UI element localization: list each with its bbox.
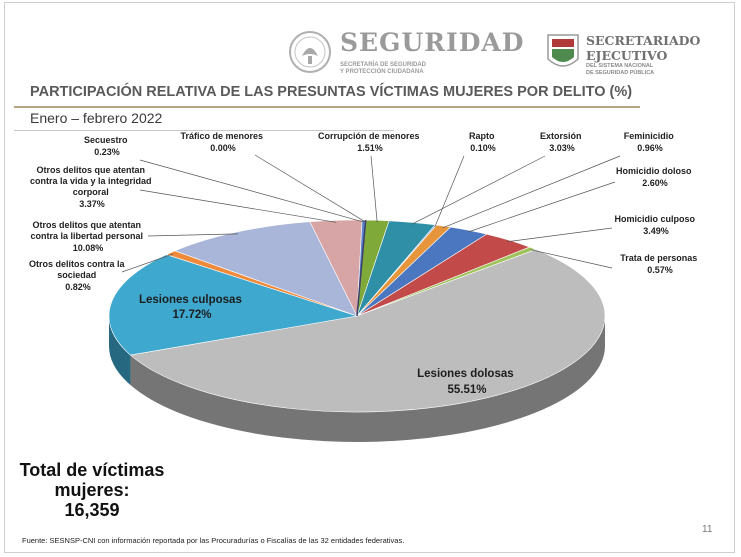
label-vida [30, 165, 154, 209]
label-homicidio-culposo-pct: 3.49% [643, 226, 669, 236]
label-corrupcion [318, 131, 422, 153]
label-trata-name: Trata de personas [620, 253, 698, 263]
label-corrupcion-pct: 1.51% [357, 143, 383, 153]
label-culposas-pct: 17.72% [172, 309, 212, 321]
label-homicidio-doloso-name: Homicidio doloso [615, 166, 692, 176]
secretariado-subtext: DEL SISTEMA NACIONAL DE SEGURIDAD PÚBLICA [586, 63, 655, 76]
label-extorsion [540, 131, 584, 153]
label-extorsion-pct: 3.03% [549, 143, 575, 153]
secretariado-title: SECRETARIADO EJECUTIVO [586, 33, 701, 63]
label-trata [620, 253, 700, 275]
leader-line-rapto [435, 156, 464, 227]
label-vida-line3: corporal [72, 187, 109, 197]
label-libertad-line2: contra la libertad personal [30, 231, 144, 241]
total-label: Total de víctimas mujeres: [19, 460, 165, 500]
total-victims [12, 460, 172, 520]
label-sociedad [29, 259, 127, 292]
seguridad-wordmark: SEGURIDAD [340, 28, 525, 57]
label-feminicidio [624, 131, 677, 153]
seguridad-subtext: SECRETARÍA DE SEGURIDAD Y PROTECCIÓN CIUDADANA [340, 62, 427, 75]
label-sociedad-line1: Otros delitos contra la [28, 259, 125, 269]
label-trafico-name: Tráfico de menores [180, 131, 264, 141]
label-trafico-pct: 0.00% [210, 143, 236, 153]
label-vida-line1: Otros delitos que atentan [36, 165, 145, 175]
page-number: 11 [702, 524, 713, 535]
leader-line-secuestro [140, 160, 364, 222]
label-rapto-pct: 0.10% [470, 143, 496, 153]
label-vida-pct: 3.37% [79, 199, 105, 209]
label-homicidio-doloso-pct: 2.60% [642, 178, 668, 188]
label-libertad [30, 220, 145, 253]
total-value: 16,359 [64, 500, 120, 520]
leader-line-feminicidio [443, 156, 620, 228]
chart-subtitle: Enero – febrero 2022 [30, 110, 163, 126]
label-feminicidio-name: Feminicidio [623, 131, 674, 141]
label-trata-pct: 0.57% [647, 265, 673, 275]
label-corrupcion-name: Corrupción de menores [317, 131, 420, 141]
label-homicidio-doloso [616, 166, 694, 188]
label-secuestro-name: Secuestro [83, 135, 128, 145]
label-vida-line2: contra la vida y la integridad [29, 176, 152, 186]
label-homicidio-culposo [614, 214, 697, 236]
label-trafico [180, 131, 265, 153]
label-sociedad-pct: 0.82% [65, 282, 91, 292]
label-rapto-name: Rapto [468, 131, 495, 141]
label-homicidio-culposo-name: Homicidio culposo [614, 214, 695, 224]
label-extorsion-name: Extorsión [539, 131, 582, 141]
label-feminicidio-pct: 0.96% [637, 143, 663, 153]
label-secuestro [84, 135, 130, 157]
leader-line-extorsion [412, 156, 545, 224]
leader-line-homicidio-culposo [507, 228, 612, 242]
leader-line-corrupcion-de-menores [371, 156, 377, 222]
label-sociedad-line2: sociedad [57, 270, 97, 280]
label-secuestro-pct: 0.23% [94, 147, 120, 157]
leader-line-homicidio-doloso [468, 182, 615, 232]
label-libertad-line1: Otros delitos que atentan [32, 220, 141, 230]
label-dolosas-name: Lesiones dolosas [417, 368, 514, 380]
chart-title: PARTICIPACIÓN RELATIVA DE LAS PRESUNTAS VÍCTIMAS MUJERES POR DELITO (%) [30, 84, 633, 100]
label-culposas-name: Lesiones culposas [138, 294, 242, 306]
label-rapto [469, 131, 497, 153]
label-dolosas-pct: 55.51% [447, 384, 487, 396]
source-note: Fuente: SESNSP-CNI con información reportada por las Procuradurías o Fiscalías de las 32 entidades federativas. [22, 536, 405, 545]
label-libertad-pct: 10.08% [72, 243, 104, 253]
